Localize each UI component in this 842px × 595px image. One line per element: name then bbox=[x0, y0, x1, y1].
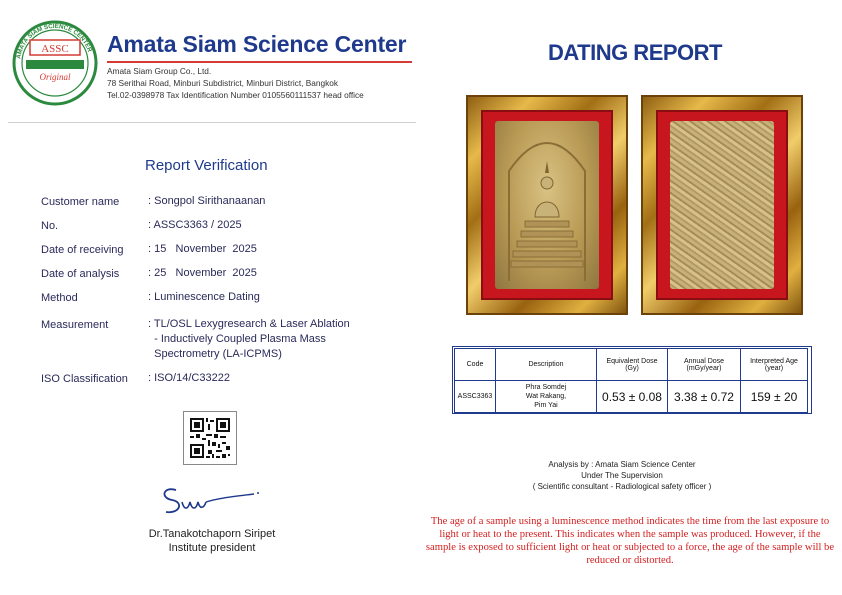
description-line-3: Pim Yai bbox=[534, 402, 558, 409]
table-header-code: Code bbox=[455, 349, 496, 381]
field-label-customer: Customer name bbox=[41, 196, 120, 208]
assc-logo bbox=[12, 20, 98, 106]
qr-code[interactable] bbox=[183, 411, 237, 465]
dating-results-table bbox=[454, 348, 808, 413]
field-value-no: : ASSC3363 / 2025 bbox=[148, 219, 242, 231]
field-label-measurement: Measurement bbox=[41, 319, 109, 331]
company-contact: Tel.02-0398978 Tax Identification Number 0105560111537 head office bbox=[107, 90, 364, 100]
field-value-measurement-1: : TL/OSL Lexygresearch & Laser Ablation bbox=[148, 318, 350, 330]
field-label-method: Method bbox=[41, 292, 78, 304]
cell-equivalent-dose: 0.53 ± 0.08 bbox=[597, 381, 668, 413]
dating-report-title: DATING REPORT bbox=[548, 40, 722, 65]
field-value-method: : Luminescence Dating bbox=[148, 291, 260, 303]
company-name: Amata Siam Science Center bbox=[107, 31, 407, 57]
description-line-2: Wat Rakang, bbox=[525, 393, 567, 400]
company-group: Amata Siam Group Co., Ltd. bbox=[107, 66, 212, 76]
cell-code: ASSC3363 bbox=[455, 381, 496, 413]
analysis-by: Analysis by : Amata Siam Science Center bbox=[548, 460, 696, 469]
logo-ring-text: AMATA SIAM SCIENCE CENTER bbox=[15, 22, 94, 60]
amulet-front-image bbox=[495, 121, 599, 289]
field-label-iso: ISO Classification bbox=[41, 373, 128, 385]
signatory-name: Dr.Tanakotchaporn Siripet bbox=[148, 528, 276, 540]
field-value-measurement-2: - Inductively Coupled Plasma Mass bbox=[148, 333, 326, 345]
field-label-date-analysis: Date of analysis bbox=[41, 268, 120, 280]
field-label-date-receiving: Date of receiving bbox=[41, 244, 124, 256]
signatory-title: Institute president bbox=[168, 542, 256, 554]
table-header-description: Description bbox=[496, 349, 597, 381]
header-divider bbox=[8, 122, 416, 123]
table-header-row bbox=[455, 349, 808, 381]
table-header-annual-dose: Annual Dose (mGy/year) bbox=[668, 349, 741, 381]
amulet-front-photo bbox=[466, 95, 628, 315]
analysis-supervision: Under The Supervision bbox=[581, 471, 663, 480]
amulet-back-image bbox=[670, 121, 774, 289]
report-verification-title: Report Verification bbox=[145, 157, 268, 174]
analysis-consultant: ( Scientific consultant - Radiological safety officer ) bbox=[532, 482, 712, 491]
table-row bbox=[455, 381, 808, 413]
field-label-no: No. bbox=[41, 220, 59, 232]
company-address: 78 Serithai Road, Minburi Subdistrict, Minburi District, Bangkok bbox=[107, 78, 339, 88]
cell-annual-dose: 3.38 ± 0.72 bbox=[668, 381, 741, 413]
field-value-date-receiving: : 15 November 2025 bbox=[148, 243, 257, 255]
field-value-customer: : Songpol Sirithanaanan bbox=[148, 195, 266, 207]
logo-text-bottom: Original bbox=[39, 72, 71, 82]
table-header-age: Interpreted Age (year) bbox=[741, 349, 808, 381]
luminescence-disclaimer: The age of a sample using a luminescence method indicates the time from the last exposure to light or heat to the present. This indicates when the sample was produced. However, if the sample is exposed to sufficient light or heat or subjected to a force, the age of the sample will be reduced or distorted. bbox=[425, 516, 835, 566]
field-value-measurement-3: Spectrometry (LA-ICPMS) bbox=[148, 348, 282, 360]
description-line-1: Phra Somdej bbox=[525, 384, 567, 391]
signature bbox=[158, 482, 263, 527]
field-value-date-analysis: : 25 November 2025 bbox=[148, 267, 257, 279]
cell-description bbox=[496, 381, 597, 413]
amulet-back-photo bbox=[641, 95, 803, 315]
cell-age: 159 ± 20 bbox=[741, 381, 808, 413]
table-header-equivalent-dose: Equivalent Dose (Gy) bbox=[597, 349, 668, 381]
company-divider bbox=[107, 61, 412, 63]
logo-text-top: ASSC bbox=[41, 43, 69, 55]
field-value-iso: : ISO/14/C33222 bbox=[148, 372, 230, 384]
